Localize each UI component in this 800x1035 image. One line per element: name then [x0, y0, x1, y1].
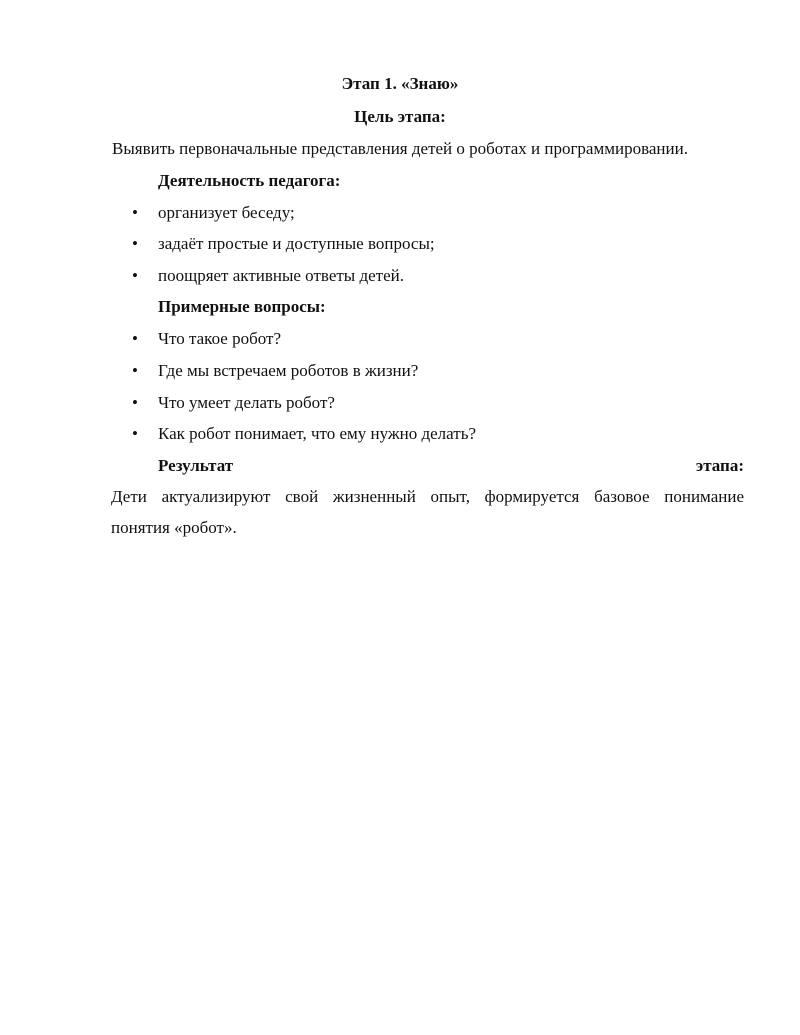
bullet-icon: • [132, 361, 138, 380]
list-item-text: Как робот понимает, что ему нужно делать? [158, 424, 476, 443]
stage-title: Этап 1. «Знаю» [341, 74, 459, 93]
goal-heading: Цель этапа: [354, 107, 446, 126]
bullet-icon: • [132, 393, 138, 412]
bullet-icon: • [132, 266, 138, 285]
bullet-icon: • [132, 234, 138, 253]
questions-heading: Примерные вопросы: [158, 297, 326, 316]
list-item-text: поощряет активные ответы детей. [158, 266, 404, 285]
list-item-text: Что такое робот? [158, 329, 281, 348]
result-heading-word: Результат [158, 456, 234, 475]
result-heading [158, 456, 744, 476]
result-heading-word: этапа: [695, 456, 744, 475]
list-item-text: организует беседу; [158, 203, 295, 222]
result-text-line: Дети актуализируют свой жизненный опыт, формируется базовое понимание [111, 487, 744, 506]
bullet-icon: • [132, 424, 138, 443]
result-text-line: понятия «робот». [111, 518, 237, 537]
teacher-heading: Деятельность педагога: [158, 171, 341, 190]
list-item-text: задаёт простые и доступные вопросы; [158, 234, 435, 253]
list-item-text: Что умеет делать робот? [158, 393, 335, 412]
bullet-icon: • [132, 329, 138, 348]
list-item-text: Где мы встречаем роботов в жизни? [158, 361, 419, 380]
bullet-icon: • [132, 203, 138, 222]
goal-text: Выявить первоначальные представления детей о роботах и программировании. [112, 139, 688, 158]
